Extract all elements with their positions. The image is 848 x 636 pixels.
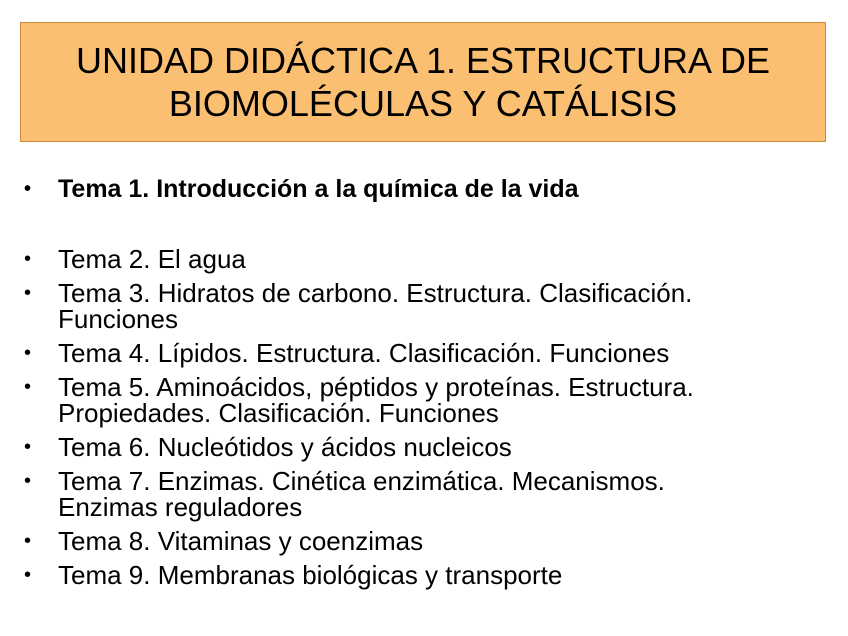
bullet-icon: • (24, 342, 32, 364)
topic-text: Tema 9. Membranas biológicas y transporte (58, 560, 563, 590)
topic-text: Tema 8. Vitaminas y coenzimas (58, 526, 424, 556)
topic-item-4 (24, 340, 824, 366)
bullet-icon: • (24, 436, 32, 458)
topic-text: Tema 2. El agua (58, 244, 246, 274)
topic-item-1 (24, 176, 824, 202)
bullet-icon: • (24, 248, 32, 270)
bullet-icon: • (24, 470, 32, 492)
topic-text-line-1: Tema 5. Aminoácidos, péptidos y proteínas. Estructura. (58, 372, 694, 402)
bullet-icon: • (24, 376, 32, 398)
bullet-icon: • (24, 530, 32, 552)
slide-title (76, 39, 770, 125)
topic-item-2 (24, 246, 824, 272)
topic-text: Tema 4. Lípidos. Estructura. Clasificación. Funciones (58, 338, 670, 368)
bullet-icon: • (24, 564, 32, 586)
slide-title-line-1: UNIDAD DIDÁCTICA 1. ESTRUCTURA DE (75, 40, 771, 81)
topic-list (24, 176, 824, 596)
topic-item-7 (24, 468, 824, 520)
bullet-icon: • (24, 282, 32, 304)
topic-item-6 (24, 434, 824, 460)
topic-item-9 (24, 562, 824, 588)
topic-item-5 (24, 374, 824, 426)
topic-text-line-2: Propiedades. Clasificación. Funciones (58, 398, 499, 428)
slide-title-box (20, 22, 826, 142)
topic-item-3 (24, 280, 824, 332)
topic-text-line-1: Tema 3. Hidratos de carbono. Estructura. Clasificación. (58, 278, 693, 308)
topic-item-8 (24, 528, 824, 554)
topic-text: Tema 6. Nucleótidos y ácidos nucleicos (58, 432, 512, 462)
topic-text-line-2: Enzimas reguladores (58, 492, 303, 522)
bullet-icon: • (24, 178, 32, 200)
topic-text: Tema 1. Introducción a la química de la vida (58, 175, 579, 203)
topic-text-line-1: Tema 7. Enzimas. Cinética enzimática. Mecanismos. (58, 466, 665, 496)
slide-title-line-2: BIOMOLÉCULAS Y CATÁLISIS (168, 83, 678, 124)
topic-text-line-2: Funciones (58, 304, 178, 334)
